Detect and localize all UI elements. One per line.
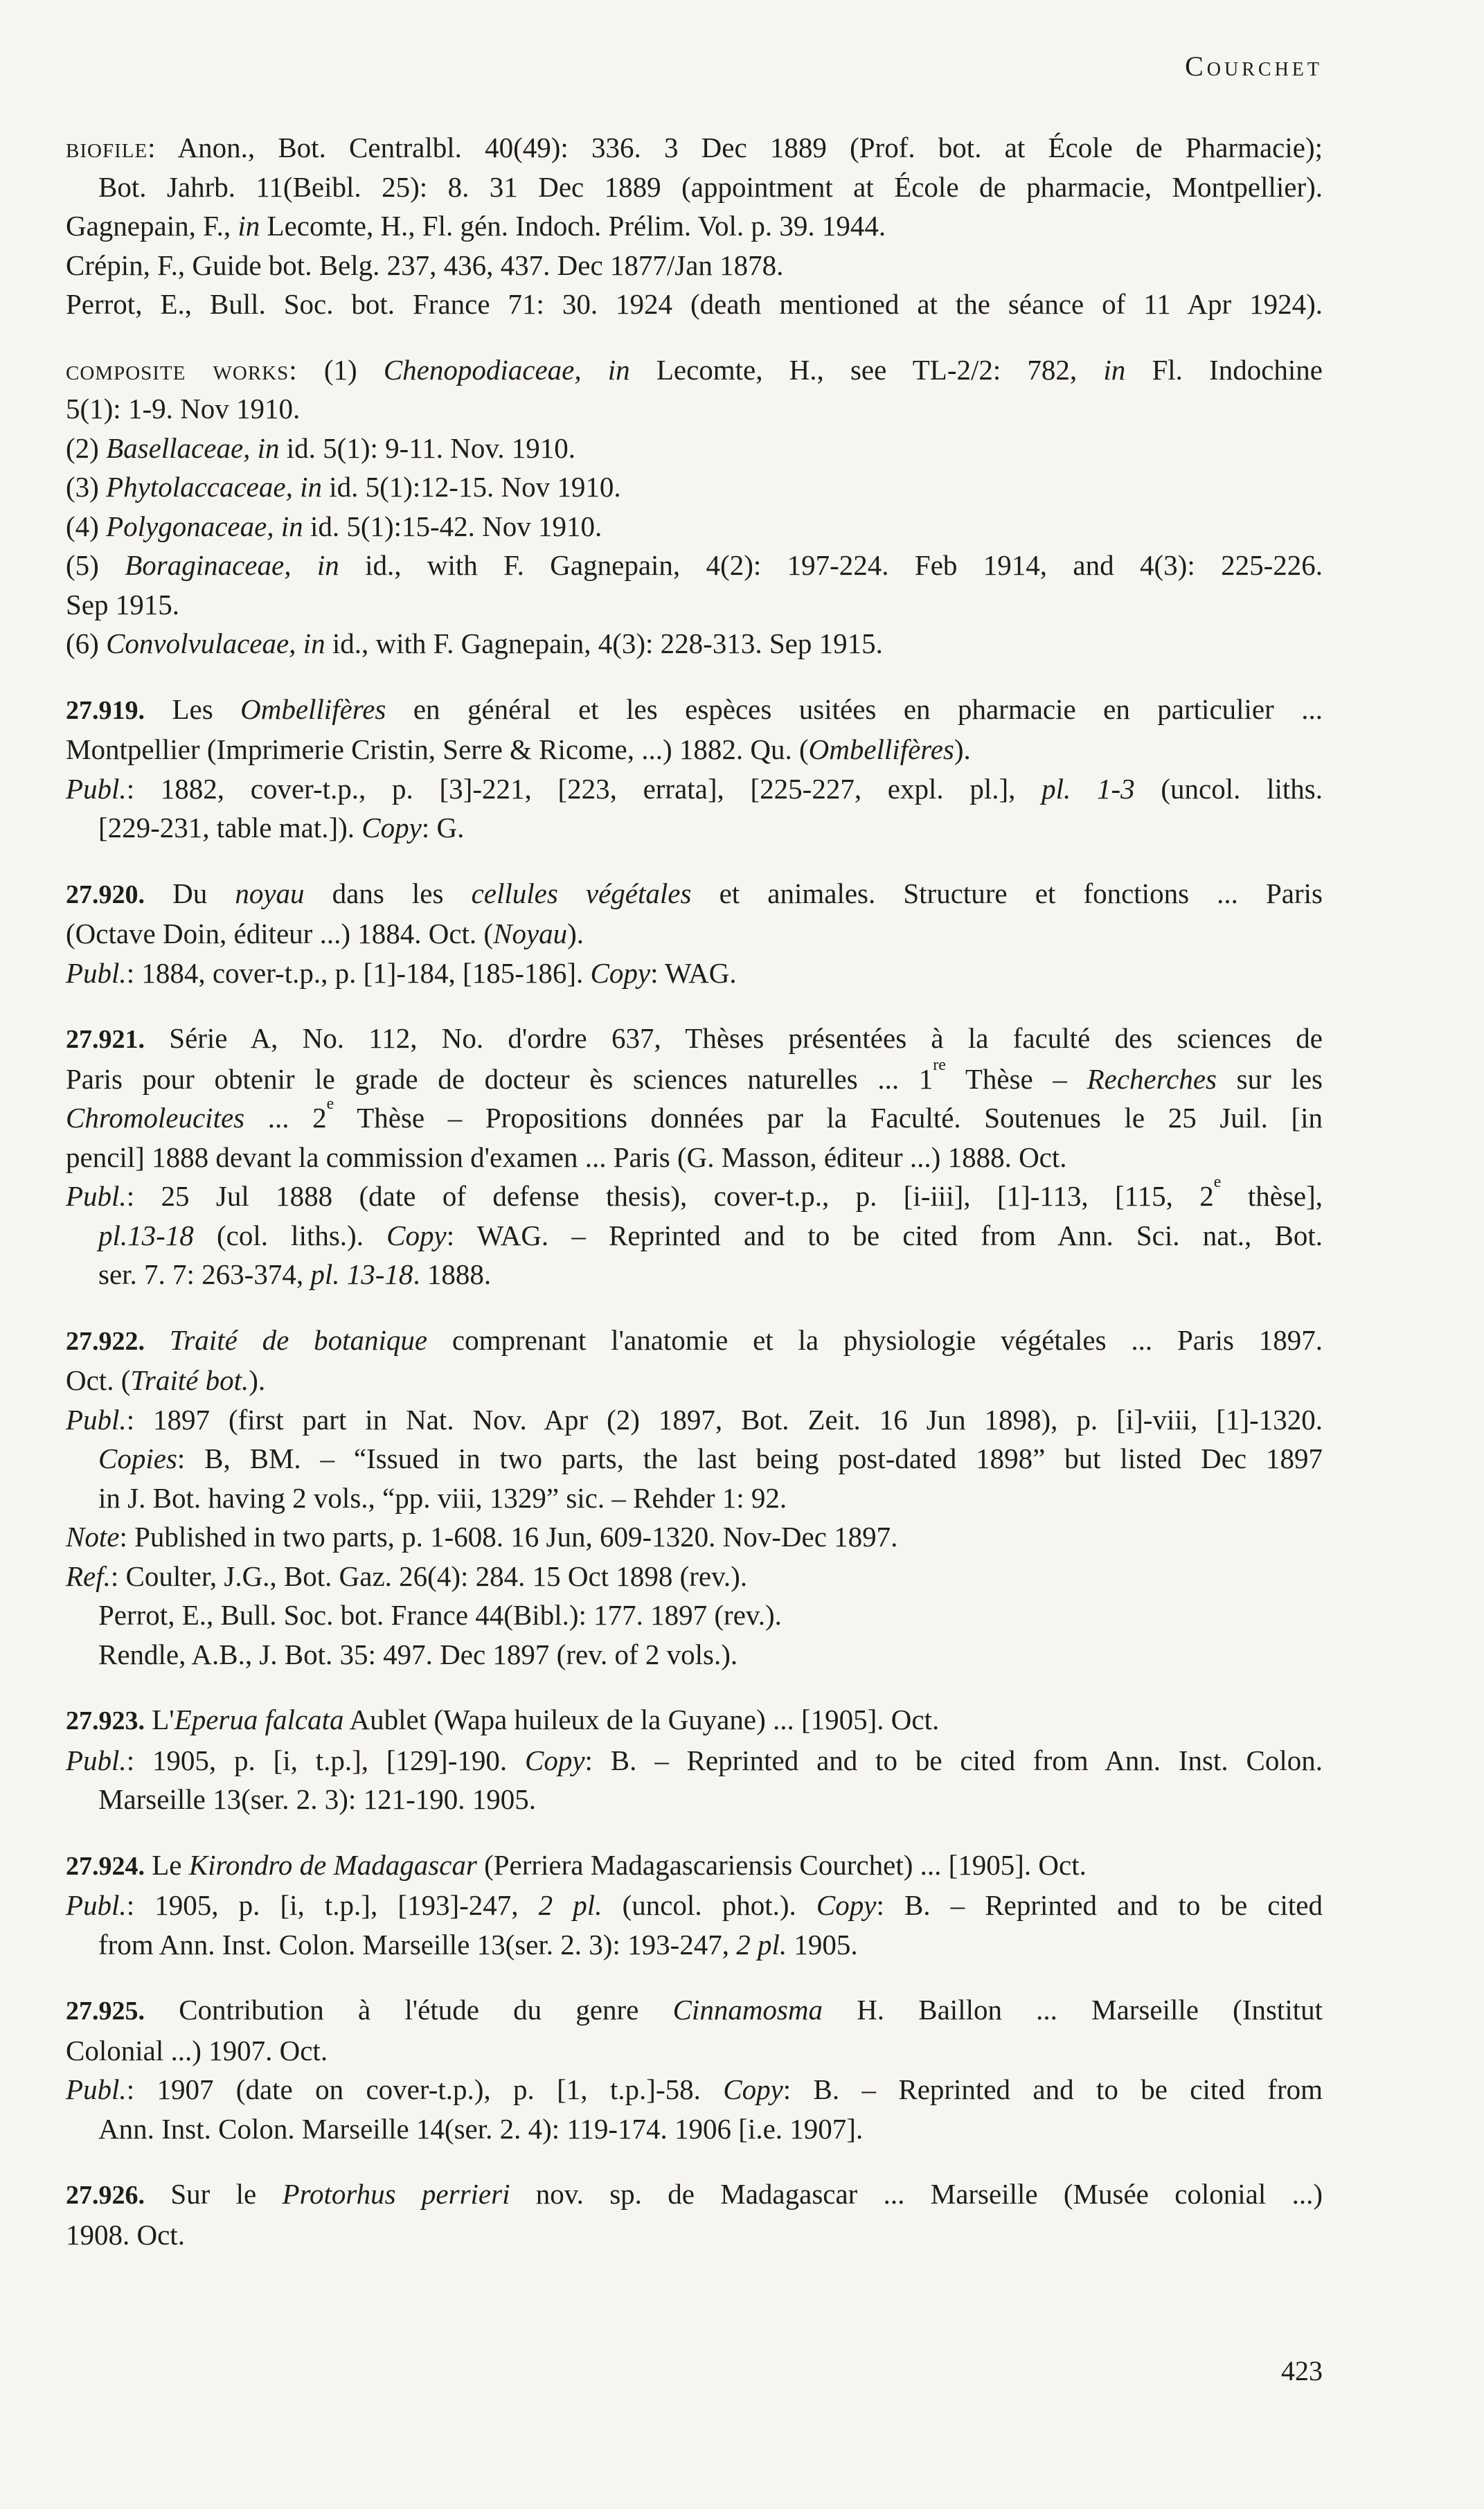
entry-number: 27.925.	[66, 1997, 145, 2026]
entry-27-921: 27.921. Série A, No. 112, No. d'ordre 637, Thèses présentées à la faculté des sciences de Paris pour obtenir le grade de docteur ès sciences naturelles ... 1re Thèse – Recherches sur les Chromoleucites ... 2e Thèse – Propositions données par la Faculté. Soutenues le 25 Juil. [in pencil] 1888 devant la commission d'examen ... Paris (G. Masson, éditeur ...) 1888. Oct. Publ.: 25 Jul 1888 (date of defense thesis), cover-t.p., p. [i-iii], [1]-113, [115, 2e thèse], pl.13-18 (col. liths.). Copy: WAG. – Reprinted and to be cited from Ann. Sci. nat., Bot. ser. 7. 7: 263-374, pl. 13-18. 1888.	[66, 1022, 1323, 1290]
entry-number: 27.921.	[66, 1025, 145, 1054]
entry-27-924: 27.924. Le Kirondro de Madagascar (Perriera Madagascariensis Courchet) ... [1905]. Oct. Publ.: 1905, p. [i, t.p.], [193]-247, 2 pl. (uncol. phot.). Copy: B. – Reprinted and to be cited from Ann. Inst. Colon. Marseille 13(ser. 2. 3): 193-247, 2 pl. 1905.	[66, 1848, 1323, 1961]
entry-27-923: 27.923. L'Eperua falcata Aublet (Wapa huileux de la Guyane) ... [1905]. Oct. Publ.: 1905, p. [i, t.p.], [129]-190. Copy: B. – Reprinted and to be cited from Ann. Inst. Colon. Marseille 13(ser. 2. 3): 121-190. 1905.	[66, 1704, 1323, 1815]
entry-27-920: 27.920. Du noyau dans les cellules végétales et animales. Structure et fonctions ... Paris (Octave Doin, éditeur ...) 1884. Oct. (Noyau). Publ.: 1884, cover-t.p., p. [1]-184, [185-186]. Copy: WAG.	[66, 877, 1323, 989]
page-content	[66, 128, 1323, 2280]
page-number: 423	[1281, 2355, 1323, 2386]
entry-number: 27.926.	[66, 2181, 145, 2210]
composite-works-section: composite works: (1) Chenopodiaceae, in Lecomte, H., see TL-2/2: 782, in Fl. Indochine 5(1): 1-9. Nov 1910. (2) Basellaceae, in id. 5(1): 9-11. Nov. 1910. (3) Phytolaccaceae, in id. 5(1):12-15. Nov 1910. (4) Polygonaceae, in id. 5(1):15-42. Nov 1910. (5) Boraginaceae, in id., with F. Gagnepain, 4(2): 197-224. Feb 1914, and 4(3): 225-226. Sep 1915. (6) Convolvulaceae, in id., with F. Gagnepain, 4(3): 228-313. Sep 1915.	[66, 353, 1323, 659]
entry-27-922: 27.922. Traité de botanique comprenant l'anatomie et la physiologie végétales ... Paris 1897. Oct. (Traité bot.). Publ.: 1897 (first part in Nat. Nov. Apr (2) 1897, Bot. Zeit. 16 Jun 1898), p. [i]-viii, [1]-1320. Copies: B, BM. – “Issued in two parts, the last being post-dated 1898” but listed Dec 1897 in J. Bot. having 2 vols., “pp. viii, 1329” sic. – Rehder 1: 92. Note: Published in two parts, p. 1-608. 16 Jun, 609-1320. Nov-Dec 1897. Ref.: Coulter, J.G., Bot. Gaz. 26(4): 284. 15 Oct 1898 (rev.). Perrot, E., Bull. Soc. bot. France 44(Bibl.): 177. 1897 (rev.). Rendle, A.B., J. Bot. 35: 497. Dec 1897 (rev. of 2 vols.).	[66, 1323, 1323, 1670]
entry-number: 27.920.	[66, 880, 145, 909]
section-label: biofile:	[66, 132, 157, 163]
entry-number: 27.923.	[66, 1706, 145, 1735]
entry-number: 27.919.	[66, 695, 145, 725]
biofile-section: biofile: Anon., Bot. Centralbl. 40(49): 336. 3 Dec 1889 (Prof. bot. at École de Pharmacie); Bot. Jahrb. 11(Beibl. 25): 8. 31 Dec 1889 (appointment at École de pharmacie, Montpellier). Gagnepain, F., in Lecomte, H., Fl. gén. Indoch. Prélim. Vol. p. 39. 1944. Crépin, F., Guide bot. Belg. 237, 436, 437. Dec 1877/Jan 1878. Perrot, E., Bull. Soc. bot. France 71: 30. 1924 (death mentioned at the séance of 11 Apr 1924).	[66, 132, 1323, 320]
section-label: composite works:	[66, 353, 298, 386]
entry-27-919: 27.919. Les Ombellifères en général et les espèces usitées en pharmacie en particulier ... Montpellier (Imprimerie Cristin, Serre & Ricome, ...) 1882. Qu. (Ombellifères). Publ.: 1882, cover-t.p., p. [3]-221, [223, errata], [225-227, expl. pl.], pl. 1-3 (uncol. liths. [229-231, table mat.]). Copy: G.	[66, 693, 1323, 843]
entry-27-925: 27.925. Contribution à l'étude du genre Cinnamosma H. Baillon ... Marseille (Institut Colonial ...) 1907. Oct. Publ.: 1907 (date on cover-t.p.), p. [1, t.p.]-58. Copy: B. – Reprinted and to be cited from Ann. Inst. Colon. Marseille 14(ser. 2. 4): 119-174. 1906 [i.e. 1907].	[66, 1994, 1323, 2145]
entry-number: 27.922.	[66, 1326, 145, 1356]
book-page	[66, 0, 1323, 2509]
entry-number: 27.924.	[66, 1851, 145, 1881]
running-title: Courchet	[1185, 51, 1323, 82]
entry-27-926: 27.926. Sur le Protorhus perrieri nov. sp. de Madagascar ... Marseille (Musée colonial ...) 1908. Oct.	[66, 2178, 1323, 2251]
